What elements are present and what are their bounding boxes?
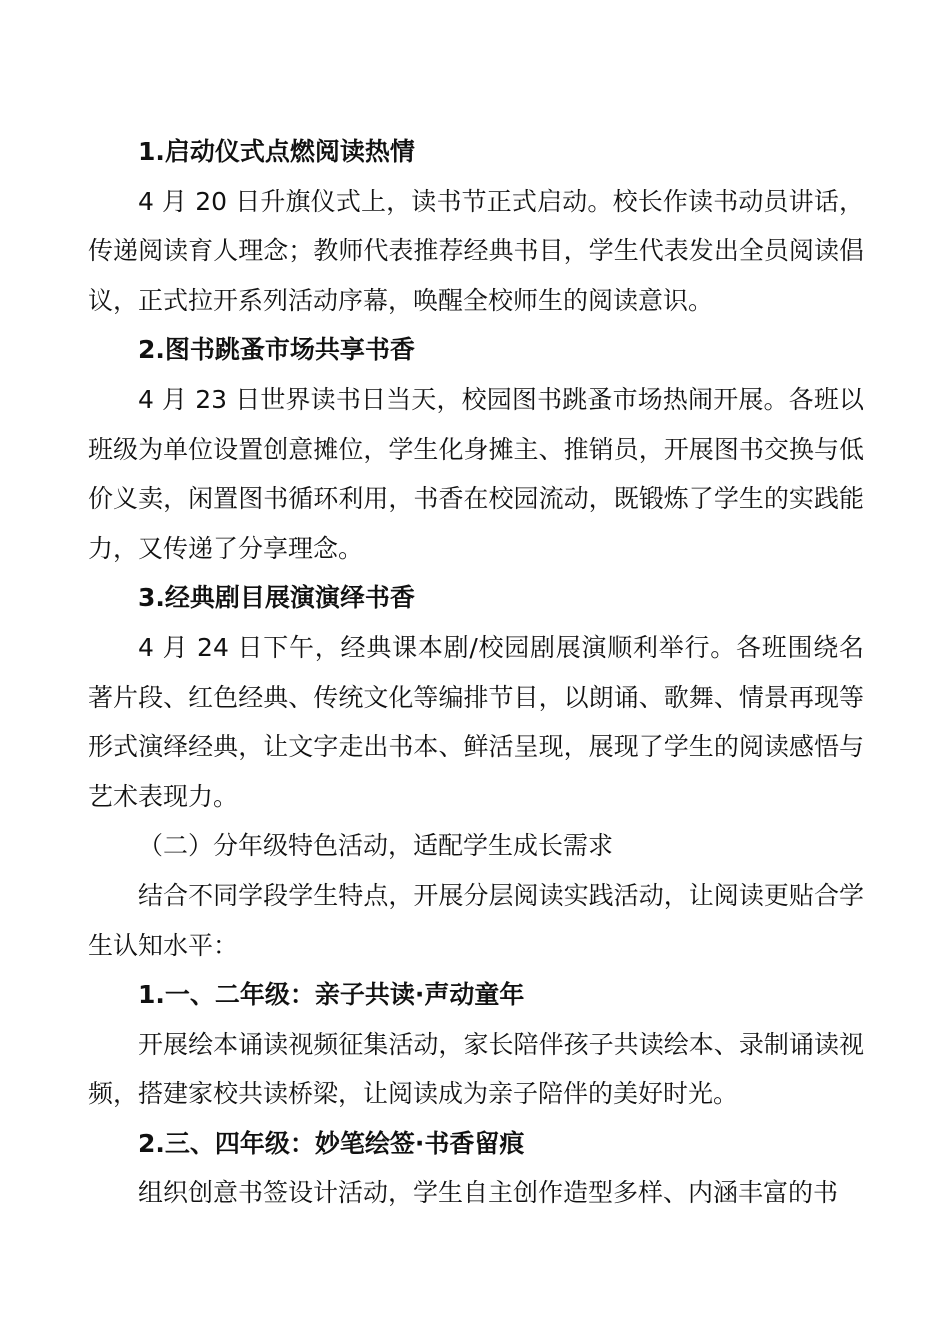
section-heading-grade-activities: （二）分年级特色活动，适配学生成长需求 xyxy=(138,831,614,861)
section-heading-grade-1-2: 1.一、二年级：亲子共读·声动童年 xyxy=(138,980,525,1010)
section-heading-book-flea-market: 2.图书跳蚤市场共享书香 xyxy=(138,335,415,365)
section-heading-drama-performance: 3.经典剧目展演演绎书香 xyxy=(138,583,415,613)
section-heading-grade-3-4: 2.三、四年级：妙笔绘签·书香留痕 xyxy=(138,1128,525,1158)
paragraph-book-flea-market: 4 月 23 日世界读书日当天，校园图书跳蚤市场热闹开展。各班以班级为单位设置创意摊位，学生化身摊主、推销员，开展图书交换与低价义卖，闲置图书循环利用，书香在校园流动，既锻炼了学生的实践能力，又传递了分享理念。 xyxy=(88,384,864,563)
section-heading-opening-ceremony: 1.启动仪式点燃阅读热情 xyxy=(138,137,415,166)
paragraph-opening-ceremony: 4 月 20 日升旗仪式上，读书节正式启动。校长作读书动员讲话，传递阅读育人理念；教师代表推荐经典书目，学生代表发出全员阅读倡议，正式拉开系列活动序幕，唤醒全校师生的阅读意识。 xyxy=(88,186,864,315)
paragraph-grade-activities-intro: 结合不同学段学生特点，开展分层阅读实践活动，让阅读更贴合学生认知水平： xyxy=(88,880,864,960)
paragraph-grade-3-4: 组织创意书签设计活动，学生自主创作造型多样、内涵丰富的书 xyxy=(138,1178,839,1208)
document-body xyxy=(88,127,864,1218)
paragraph-drama-performance: 4 月 24 日下午，经典课本剧/校园剧展演顺利举行。各班围绕名著片段、红色经典、传统文化等编排节目，以朗诵、歌舞、情景再现等形式演绎经典，让文字走出书本、鲜活呈现，展现了学生的阅读感悟与艺术表现力。 xyxy=(88,632,864,811)
paragraph-grade-1-2: 开展绘本诵读视频征集活动，家长陪伴孩子共读绘本、录制诵读视频，搭建家校共读桥梁，让阅读成为亲子陪伴的美好时光。 xyxy=(88,1029,864,1109)
